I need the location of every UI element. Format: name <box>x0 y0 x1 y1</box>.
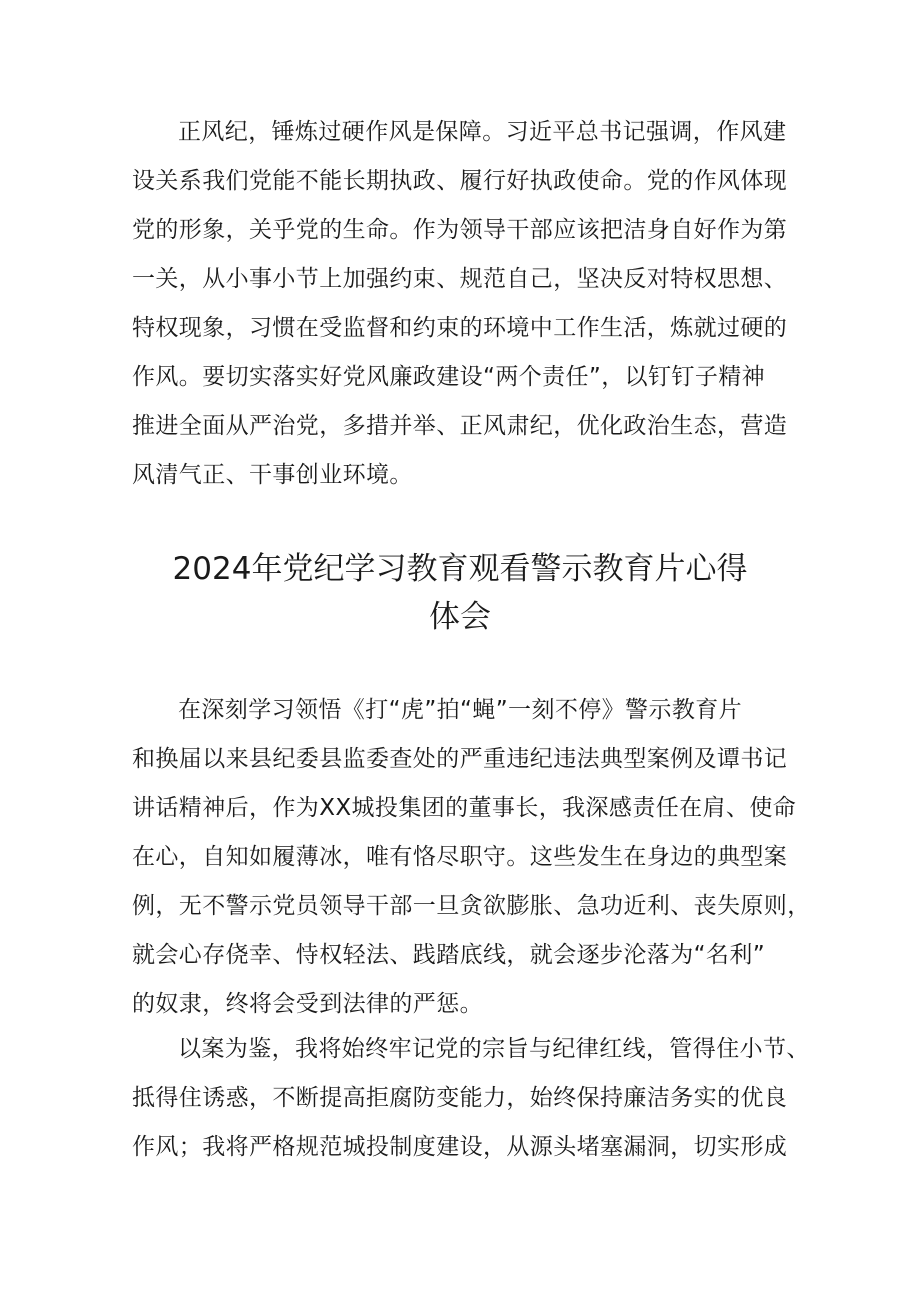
paragraph-line: 风清气正、干事创业环境。 <box>132 462 413 488</box>
paragraph-line: 正风纪，锤炼过硬作风是保障。习近平总书记强调，作风建 <box>178 119 787 145</box>
paragraph-line: 党的形象，关乎党的生命。作为领导干部应该把洁身自好作为第 <box>132 217 788 243</box>
title-line: 体会 <box>429 599 491 635</box>
paragraph-line: 特权现象，习惯在受监督和约束的环境中工作生活，炼就过硬的 <box>132 315 788 341</box>
paragraph-1 <box>132 686 811 1029</box>
paragraph-line: 和换届以来县纪委县监委查处的严重违纪违法典型案例及谭书记 <box>132 746 788 772</box>
paragraph-line: 在深刻学习领悟《打“虎”拍“蝇”一刻不停》警示教育片 <box>178 697 743 723</box>
paragraph-line: 以案为鉴，我将始终牢记党的宗旨与纪律红线，管得住小节、 <box>178 1036 810 1062</box>
paragraph-2 <box>132 1025 810 1172</box>
paragraph-line: 在心，自知如履薄冰，唯有恪尽职守。这些发生在身边的典型案 <box>132 844 788 870</box>
paragraph-line: 一关，从小事小节上加强约束、规范自己，坚决反对特权思想、 <box>132 266 788 292</box>
paragraph-line: 例，无不警示党员领导干部一旦贪欲膨胀、急功近利、丧失原则， <box>132 893 811 919</box>
paragraph-line: 抵得住诱惑，不断提高拒腐防变能力，始终保持廉洁务实的优良 <box>132 1085 788 1111</box>
page-title <box>110 545 810 641</box>
paragraph-line: 推进全面从严治党，多措并举、正风肃纪，优化政治生态，营造 <box>132 413 788 439</box>
paragraph-line: 就会心存侥幸、恃权轻法、践踏底线，就会逐步沦落为“名利” <box>132 942 766 968</box>
paragraph-line: 的奴隶，终将会受到法律的严惩。 <box>132 991 483 1017</box>
paragraph-line: 作风；我将严格规范城投制度建设，从源头堵塞漏洞，切实形成 <box>132 1134 788 1160</box>
paragraph-line: 讲话精神后，作为XX城投集团的董事长，我深感责任在肩、使命 <box>132 795 797 821</box>
intro-paragraph <box>132 108 792 500</box>
paragraph-line: 设关系我们党能不能长期执政、履行好执政使命。党的作风体现 <box>132 168 788 194</box>
paragraph-line: 作风。要切实落实好党风廉政建设“两个责任”，以钉钉子精神 <box>132 364 766 390</box>
title-line: 2024年党纪学习教育观看警示教育片心得 <box>172 551 748 587</box>
